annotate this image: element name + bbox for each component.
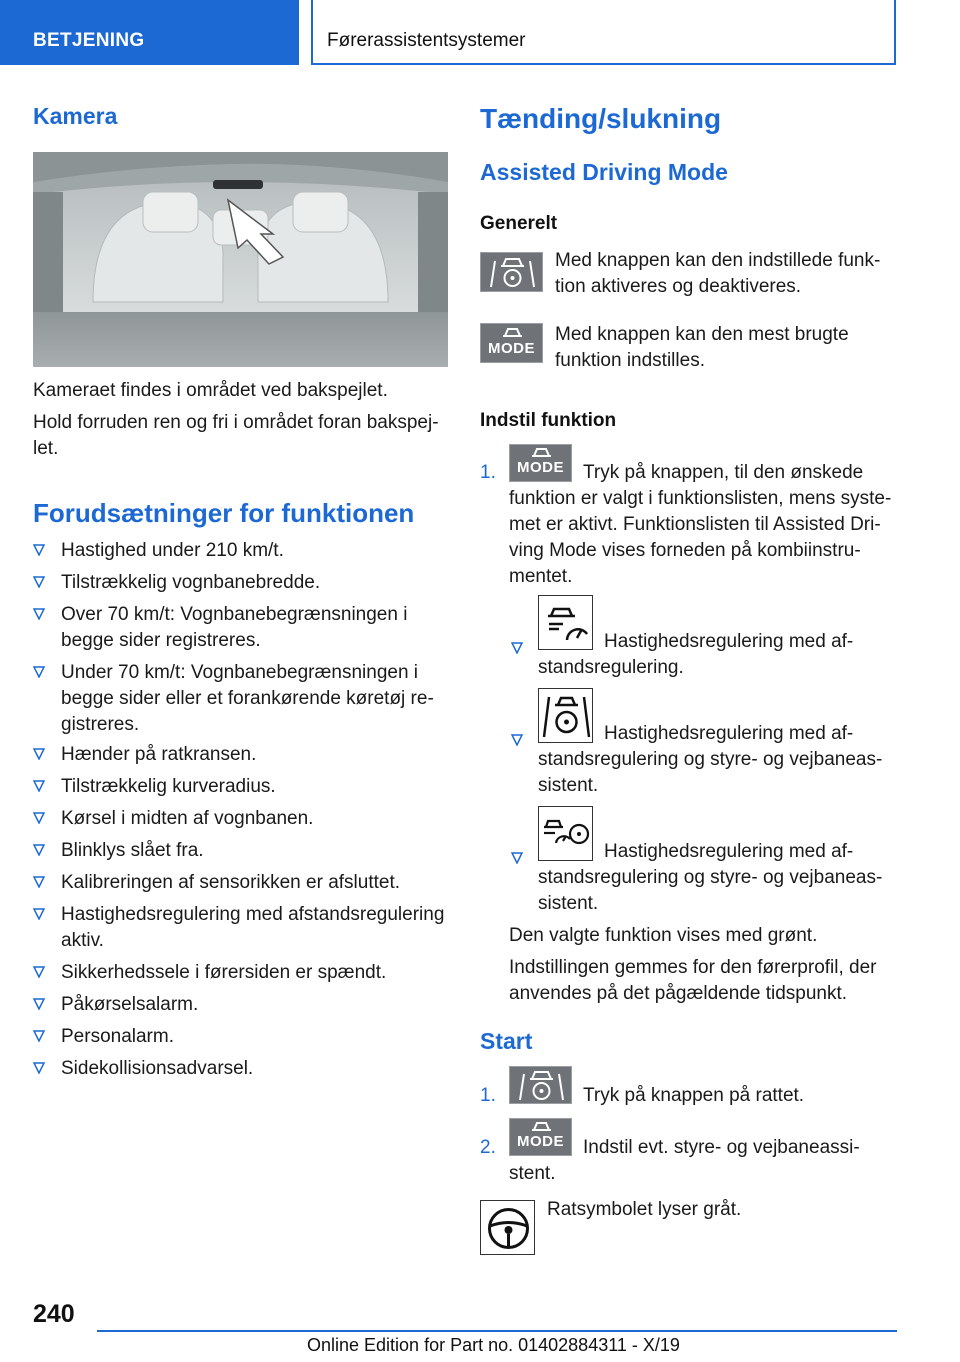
acc-steering-assist-icon	[538, 688, 593, 743]
bullet-triangle-icon	[33, 748, 45, 760]
mode-label: MODE	[517, 1133, 564, 1150]
requirement-line: Sikkerhedssele i førersiden er spændt.	[61, 962, 387, 983]
bullet-triangle-icon	[33, 966, 45, 978]
requirement-text	[61, 902, 451, 954]
step-1-line-3: met er aktivt. Funktionslisten til Assisted Dri-	[509, 514, 881, 535]
option-2-line-2: standsregulering og styre- og vejbaneas-	[538, 749, 883, 770]
bullet-triangle-icon	[33, 576, 45, 588]
start-heading: Start	[480, 1028, 533, 1054]
start-1-number: 1.	[480, 1085, 496, 1106]
bullet-triangle-icon	[33, 812, 45, 824]
requirement-line: Tilstrækkelig vognbanebredde.	[61, 572, 321, 593]
requirement-line: begge sider eller et forankørende køretøj re-	[61, 688, 434, 709]
steering-wheel-icon	[480, 1200, 535, 1255]
bullet-triangle-icon	[33, 780, 45, 792]
sub-heading: Assisted Driving Mode	[480, 159, 728, 185]
camera-location-photo	[33, 152, 448, 367]
bullet-triangle-icon	[33, 998, 45, 1010]
footer-divider	[97, 1330, 897, 1332]
requirement-text	[61, 870, 451, 896]
main-heading: Tænding/slukning	[480, 103, 722, 134]
bullet-triangle-icon	[511, 642, 523, 654]
requirement-text	[61, 660, 451, 738]
start-2-text-a: Indstil evt. styre- og vejbaneassi-	[583, 1137, 860, 1158]
option-1-line-1: Hastighedsregulering med af-	[604, 631, 854, 652]
generelt-text-1a: Med knappen kan den indstillede funk-	[555, 250, 881, 271]
assist-button-icon	[509, 1066, 572, 1104]
bullet-triangle-icon	[33, 1062, 45, 1074]
requirement-line: Blinklys slået fra.	[61, 840, 204, 861]
requirement-text	[61, 1024, 451, 1050]
requirement-line: Hastighedsregulering med afstandsregulering	[61, 904, 445, 925]
bullet-triangle-icon	[33, 844, 45, 856]
header-chapter-label: Førerassistentsystemer	[327, 30, 526, 51]
mode-label: MODE	[488, 340, 535, 357]
option-3-line-1: Hastighedsregulering med af-	[604, 841, 854, 862]
kamera-text-2a: Hold forruden ren og fri i området foran bakspej-	[33, 412, 439, 433]
step-1-number: 1.	[480, 462, 496, 483]
footer-edition: Online Edition for Part no. 01402884311 - X/19	[307, 1335, 680, 1355]
kamera-heading: Kamera	[33, 103, 118, 129]
header-section-label: BETJENING	[33, 30, 145, 51]
mode-button-icon	[509, 444, 572, 482]
requirement-text	[61, 806, 451, 832]
requirement-text	[61, 960, 451, 986]
generelt-heading: Generelt	[480, 213, 558, 234]
option-2-line-1: Hastighedsregulering med af-	[604, 723, 854, 744]
requirement-line: Hastighed under 210 km/t.	[61, 540, 284, 561]
requirement-text	[61, 774, 451, 800]
generelt-text-2b: funktion indstilles.	[555, 350, 705, 371]
start-1-text: Tryk på knappen på rattet.	[583, 1085, 805, 1106]
requirement-line: Sidekollisionsadvarsel.	[61, 1058, 254, 1079]
step-1-line-4: ving Mode vises forneden på kombiinstru-	[509, 540, 861, 561]
generelt-text-2a: Med knappen kan den mest brugte	[555, 324, 849, 345]
requirement-text	[61, 602, 451, 654]
requirement-text	[61, 570, 451, 596]
requirement-line: Hænder på ratkransen.	[61, 744, 257, 765]
indstil-heading: Indstil funktion	[480, 410, 617, 431]
assist-button-icon	[480, 252, 543, 292]
bullet-triangle-icon	[511, 852, 523, 864]
bullet-triangle-icon	[33, 876, 45, 888]
requirement-line: Under 70 km/t: Vognbanebegrænsningen i	[61, 662, 419, 683]
requirement-text	[61, 538, 451, 564]
requirement-text	[61, 992, 451, 1018]
requirement-text	[61, 838, 451, 864]
mode-button-icon	[480, 323, 543, 363]
step-1-line-1: Tryk på knappen, til den ønskede	[583, 462, 864, 483]
requirement-line: Kørsel i midten af vognbanen.	[61, 808, 314, 829]
bullet-triangle-icon	[33, 1030, 45, 1042]
wheel-note: Ratsymbolet lyser gråt.	[547, 1199, 742, 1220]
mode-label: MODE	[517, 459, 564, 476]
start-2-text-b: stent.	[509, 1163, 556, 1184]
requirement-line: begge sider registreres.	[61, 630, 261, 651]
selected-note: Den valgte funktion vises med grønt.	[509, 925, 818, 946]
requirement-text	[61, 1056, 451, 1082]
start-2-number: 2.	[480, 1137, 496, 1158]
step-1-line-5: mentet.	[509, 566, 573, 587]
acc-distance-icon	[538, 595, 593, 650]
generelt-text-1b: tion aktiveres og deaktiveres.	[555, 276, 802, 297]
page-number: 240	[33, 1300, 75, 1328]
option-3-line-3: sistent.	[538, 893, 599, 914]
requirement-line: Over 70 km/t: Vognbanebegrænsningen i	[61, 604, 408, 625]
requirement-line: Personalarm.	[61, 1026, 174, 1047]
header-section-tab	[0, 0, 299, 65]
header-chapter-tab	[311, 0, 896, 65]
kamera-text-2b: let.	[33, 438, 59, 459]
bullet-triangle-icon	[33, 544, 45, 556]
option-2-line-3: sistent.	[538, 775, 599, 796]
requirement-line: Tilstrækkelig kurveradius.	[61, 776, 276, 797]
kamera-text-1: Kameraet findes i området ved bakspejlet.	[33, 380, 388, 401]
bullet-triangle-icon	[33, 908, 45, 920]
saved-note-b: anvendes på det pågældende tidspunkt.	[509, 983, 848, 1004]
bullet-triangle-icon	[511, 734, 523, 746]
requirement-line: Kalibreringen af sensorikken er afsluttet.	[61, 872, 401, 893]
requirements-heading: Forudsætninger for funktionen	[33, 498, 415, 528]
bullet-triangle-icon	[33, 666, 45, 678]
step-1-line-2: funktion er valgt i funktionslisten, mens syste-	[509, 488, 892, 509]
requirement-line: gistreres.	[61, 714, 140, 735]
option-1-line-2: standsregulering.	[538, 657, 684, 678]
mode-button-icon	[509, 1118, 572, 1156]
requirement-line: Påkørselsalarm.	[61, 994, 199, 1015]
option-3-line-2: standsregulering og styre- og vejbaneas-	[538, 867, 883, 888]
bullet-triangle-icon	[33, 608, 45, 620]
requirement-line: aktiv.	[61, 930, 104, 951]
saved-note-a: Indstillingen gemmes for den førerprofil, der	[509, 957, 877, 978]
requirement-text	[61, 742, 451, 768]
acc-distance-steering-icon	[538, 806, 593, 861]
